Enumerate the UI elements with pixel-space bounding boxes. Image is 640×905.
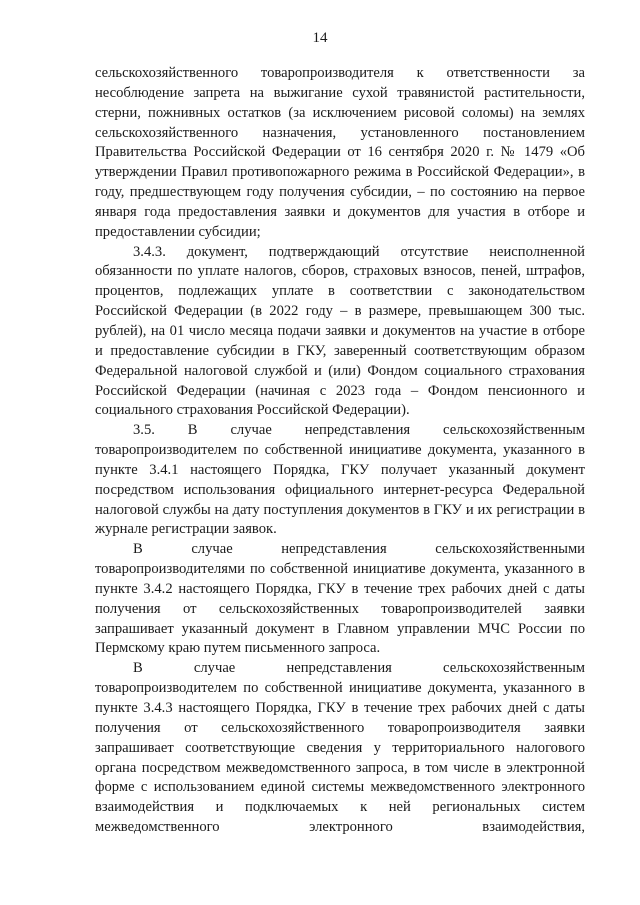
paragraph-continuation: сельскохозяйственного товаропроизводителя к ответственности за несоблюдение запрета на выжигание сухой травянистой растительности, стерни, пожнивных остатков (за исключением рисовой соломы) на землях сельскохозяйственного назначения, установленного постановлением Правительства Российской Федерации от 16 сентября 2020 г. № 1479 «Об утверждении Правил противопожарного режима в Российской Федерации», в году, предшествующем году получения субсидии, – по состоянию на первое января года предоставления заявки и документов для участия в отборе и предоставлении субсидии;: [95, 65, 585, 240]
paragraph-3-4-3: 3.4.3. документ, подтверждающий отсутствие неисполненной обязанности по уплате налогов, сборов, страховых взносов, пеней, штрафов, процентов, подлежащих уплате в соответствии с законодательством Российской Федерации (в 2022 году – в размере, превышающем 300 тыс. рублей), на 01 число месяца подачи заявки и документов на участие в отборе и предоставление субсидии в ГКУ, заверенный соответствующим образом Федеральной налоговой службой и (или) Фондом социального страхования Российской Федерации (начиная с 2023 года – Фондом пенсионного и социального страхования Российской Федерации).: [95, 243, 585, 419]
paragraph-3-5: 3.5. В случае непредставления сельскохозяйственным товаропроизводителем по собственной инициативе документа, указанного в пункте 3.4.1 настоящего Порядка, ГКУ получает указанный документ посредством использования официального интернет-ресурса Федеральной налоговой службы на дату поступления документов в ГКУ и их регистрации в журнале регистрации заявок.: [95, 422, 585, 538]
page-number: 14: [312, 30, 328, 46]
paragraph-3-5-second: В случае непредставления сельскохозяйственными товаропроизводителями по собственной инициативе документа, указанного в пункте 3.4.2 настоящего Порядка, ГКУ в течение трех рабочих дней с даты получения от сельскохозяйственных товаропроизводителей заявки запрашивает указанный документ в Главном управлении МЧС России по Пермскому краю путем письменного запроса.: [95, 541, 585, 657]
document-body: [95, 64, 585, 838]
paragraph-3-5-third: В случае непредставления сельскохозяйственным товаропроизводителем по собственной инициативе документа, указанного в пункте 3.4.3 настоящего Порядка, ГКУ в течение трех рабочих дней с даты получения от сельскохозяйственного товаропроизводителя заявки запрашивает соответствующие сведения у территориального налогового органа посредством межведомственного запроса, в том числе в электронной форме с использованием единой системы межведомственного электронного взаимодействия и подключаемых к ней региональных систем межведомственного электронного взаимодействия,: [95, 660, 585, 836]
